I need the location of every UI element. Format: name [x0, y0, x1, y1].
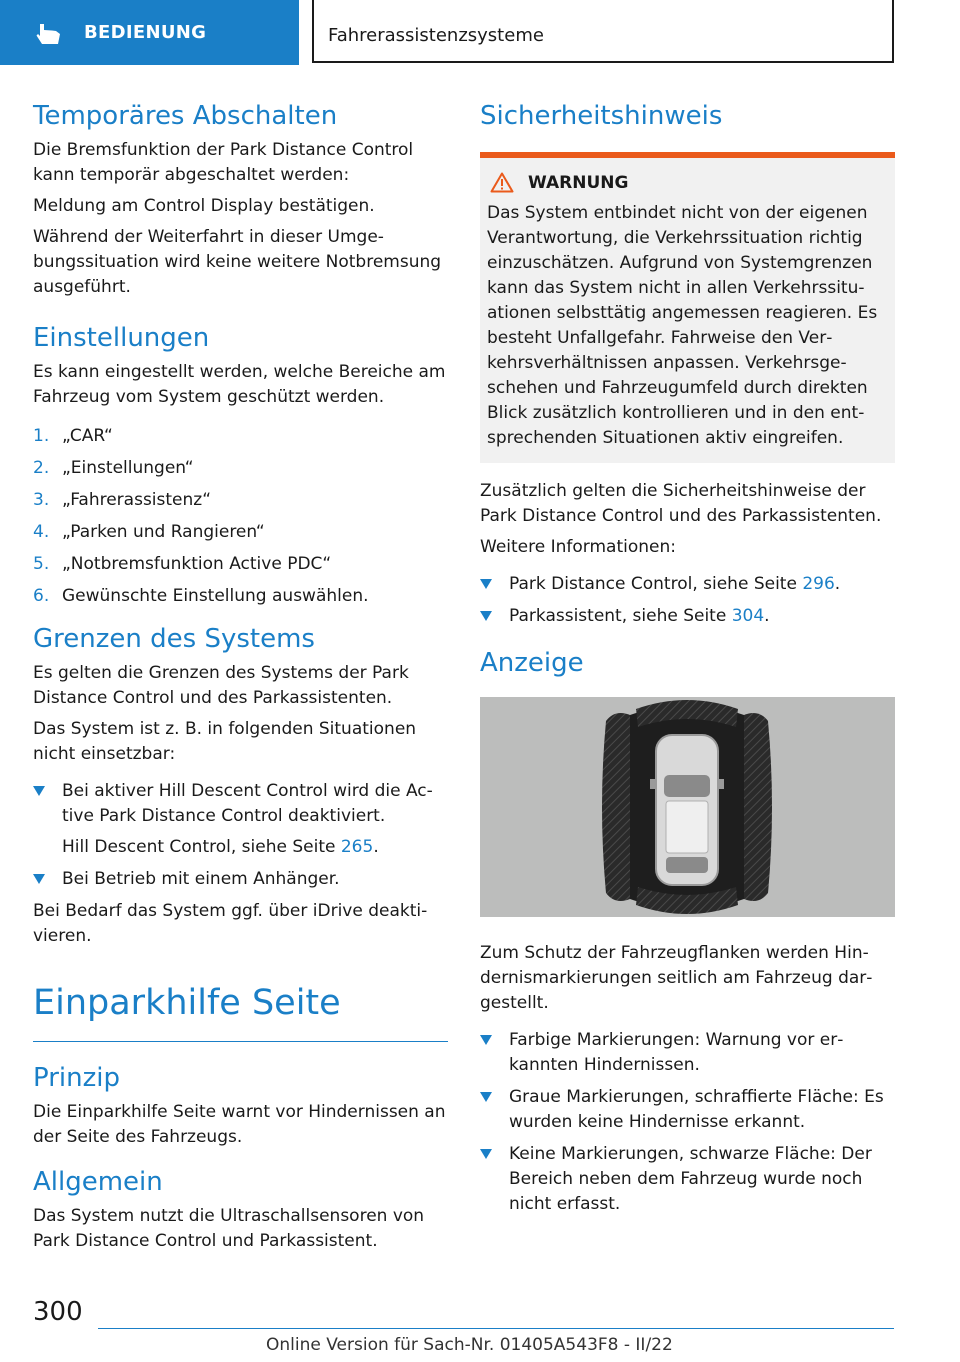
ref-text: Hill Descent Control, siehe Seite [62, 837, 341, 857]
step-text: „Einstellungen“ [62, 458, 194, 478]
hand-pointer-icon [36, 22, 62, 46]
heading-temp-off: Temporäres Abschalten [33, 101, 338, 131]
step-text: „Fahrerassistenz“ [62, 490, 212, 510]
list-item [33, 424, 448, 449]
ref-text: Parkassistent, siehe Seite [509, 606, 732, 626]
settings-steps [33, 424, 448, 609]
step-text: „CAR“ [62, 426, 113, 446]
heading-general: Allgemein [33, 1167, 163, 1197]
reference-list [480, 572, 895, 629]
footer-text: Online Version für Sach-Nr. 01405A543F8 - II/22 [266, 1335, 673, 1355]
heading-side-assist: Einparkhilfe Seite [33, 983, 341, 1023]
chapter-title: Fahrerassistenzsysteme [328, 25, 544, 46]
limits-list [33, 779, 448, 892]
side-protection-display-image [480, 697, 895, 917]
list-item [480, 1028, 895, 1078]
step-number: 5. [33, 554, 50, 574]
paragraph: Es kann eingestellt werden, welche Bereiche am Fahrzeug vom System geschützt werden. [33, 362, 446, 407]
bullet-text: Bei Betrieb mit einem Anhänger. [62, 869, 340, 889]
ref-text: Park Distance Control, siehe Seite [509, 574, 803, 594]
heading-display: Anzeige [480, 648, 584, 678]
warning-header [487, 172, 888, 193]
list-item [33, 552, 448, 577]
paragraph: Während der Weiterfahrt in dieser Umgebungssituation wird keine weitere Notbremsung ausgeführt. [33, 227, 442, 297]
list-item [33, 867, 448, 892]
section-tab-label: BEDIENUNG [84, 22, 207, 43]
paragraph: Das System nutzt die Ultraschallsensoren von Park Distance Control und Parkassistent. [33, 1206, 425, 1251]
heading-safety: Sicherheitshinweis [480, 101, 723, 131]
paragraph: Weitere Informationen: [480, 537, 676, 557]
step-text: Gewünschte Einstellung auswählen. [62, 586, 369, 606]
step-text: „Parken und Rangieren“ [62, 522, 265, 542]
heading-limits: Grenzen des Systems [33, 624, 315, 654]
list-item [480, 572, 895, 597]
bullet-text: Bei aktiver Hill Descent Control wird die Active Park Distance Control deaktiviert. [62, 781, 433, 826]
paragraph: Meldung am Control Display bestätigen. [33, 196, 375, 216]
page-link-265[interactable]: 265 [340, 837, 374, 857]
paragraph: Die Einparkhilfe Seite warnt vor Hindernissen an der Seite des Fahrzeugs. [33, 1102, 446, 1147]
warning-text: Das System entbindet nicht von der eigenen Verantwortung, die Verkehrssituation richtig einzuschätzen. Aufgrund von Systemgrenzen kann das System nicht in allen Verkehrssituationen selbsttätig angemessen reagieren. Es besteht Unfallgefahr. Fahrweise den Verkehrsverhältnissen anpassen. Verkehrsgeschehen und Fahrzeugumfeld durch direkten Blick zusätzlich kontrollieren und in den entsprechenden Situationen aktiv eingreifen. [487, 203, 878, 448]
bullet-text: Graue Markierungen, schraffierte Fläche: Es wurden keine Hindernisse erkannt. [509, 1087, 884, 1132]
step-number: 2. [33, 458, 50, 478]
page-link-296[interactable]: 296 [802, 574, 835, 594]
paragraph: Das System ist z. B. in folgenden Situationen nicht einsetzbar: [33, 719, 417, 764]
list-item [33, 520, 448, 545]
list-item [480, 1085, 895, 1135]
ref-suffix: . [834, 574, 841, 594]
ref-suffix: . [764, 606, 770, 626]
page-link-304[interactable]: 304 [731, 606, 765, 626]
heading-settings: Einstellungen [33, 323, 210, 353]
triangle-bullet-icon [480, 1092, 492, 1102]
right-column [480, 98, 895, 1224]
list-item [33, 488, 448, 513]
triangle-bullet-icon [480, 579, 492, 589]
bullet-text: Keine Markierungen, schwarze Fläche: Der Bereich neben dem Fahrzeug wurde noch nicht erfasst. [509, 1144, 872, 1214]
warning-box [480, 152, 895, 463]
list-item [480, 1142, 895, 1217]
display-list [480, 1028, 895, 1217]
triangle-bullet-icon [33, 786, 45, 796]
triangle-bullet-icon [480, 1149, 492, 1159]
paragraph: Zum Schutz der Fahrzeugflanken werden Hindernismarkierungen seitlich am Fahrzeug dargestellt. [480, 943, 873, 1013]
step-number: 4. [33, 522, 50, 542]
footer-rule [98, 1328, 894, 1329]
list-item [33, 584, 448, 609]
cross-reference [62, 835, 448, 860]
bullet-text: Farbige Markierungen: Warnung vor erkannten Hindernissen. [509, 1030, 844, 1075]
step-number: 3. [33, 490, 50, 510]
car-top-view-illustration [480, 697, 895, 917]
triangle-bullet-icon [480, 611, 492, 621]
heading-principle: Prinzip [33, 1063, 120, 1093]
heading-rule [33, 1041, 448, 1042]
list-item [480, 604, 895, 629]
warning-triangle-icon [490, 172, 514, 193]
triangle-bullet-icon [33, 874, 45, 884]
list-item [33, 456, 448, 481]
paragraph: Bei Bedarf das System ggf. über iDrive deaktivieren. [33, 901, 428, 946]
step-text: „Notbremsfunktion Active PDC“ [62, 554, 332, 574]
page-number: 300 [33, 1297, 83, 1327]
chapter-header [312, 0, 894, 63]
list-item [33, 779, 448, 860]
paragraph: Zusätzlich gelten die Sicherheitshinweise der Park Distance Control und des Parkassistenten. [480, 481, 882, 526]
section-tab[interactable] [0, 0, 299, 65]
step-number: 6. [33, 586, 50, 606]
paragraph: Es gelten die Grenzen des Systems der Park Distance Control und des Parkassistenten. [33, 663, 409, 708]
left-column [33, 98, 448, 1260]
warning-label: WARNUNG [528, 172, 629, 193]
ref-suffix: . [373, 837, 379, 857]
triangle-bullet-icon [480, 1035, 492, 1045]
paragraph: Die Bremsfunktion der Park Distance Control kann temporär abgeschaltet werden: [33, 140, 414, 185]
step-number: 1. [33, 426, 50, 446]
